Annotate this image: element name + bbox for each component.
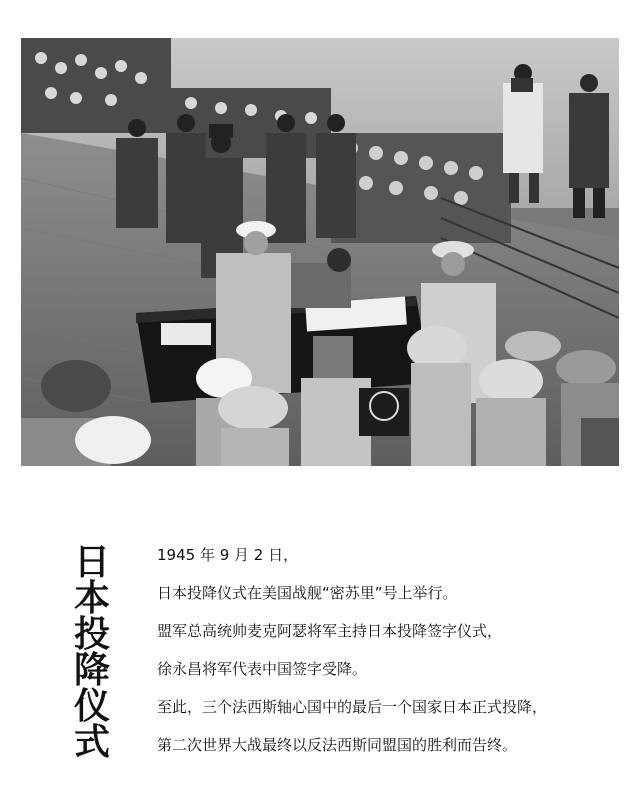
title-char: 日: [73, 541, 110, 583]
title-char: 本: [73, 577, 110, 619]
title-char: 式: [73, 721, 110, 763]
photo-illustration: [21, 38, 619, 466]
description-text: [157, 548, 617, 776]
vertical-title: [60, 541, 124, 763]
text-line: 至此，三个法西斯轴心国中的最后一个国家日本正式投降，: [157, 698, 548, 716]
title-char: 仪: [73, 685, 110, 727]
crowd-right: [331, 133, 511, 243]
historical-photo: [21, 38, 619, 466]
title-char: 投: [73, 613, 110, 655]
text-line: 第二次世界大战最终以反法西斯同盟国的胜利而告终。: [157, 736, 518, 754]
text-line: 1945 年 9 月 2 日，: [157, 546, 299, 564]
text-line: 徐永昌将军代表中国签字受降。: [157, 660, 368, 678]
text-line: 日本投降仪式在美国战舰“密苏里”号上举行。: [157, 584, 458, 602]
title-char: 降: [73, 649, 110, 691]
text-line: 盟军总高统帅麦克阿瑟将军主持日本投降签字仪式，: [157, 622, 503, 640]
